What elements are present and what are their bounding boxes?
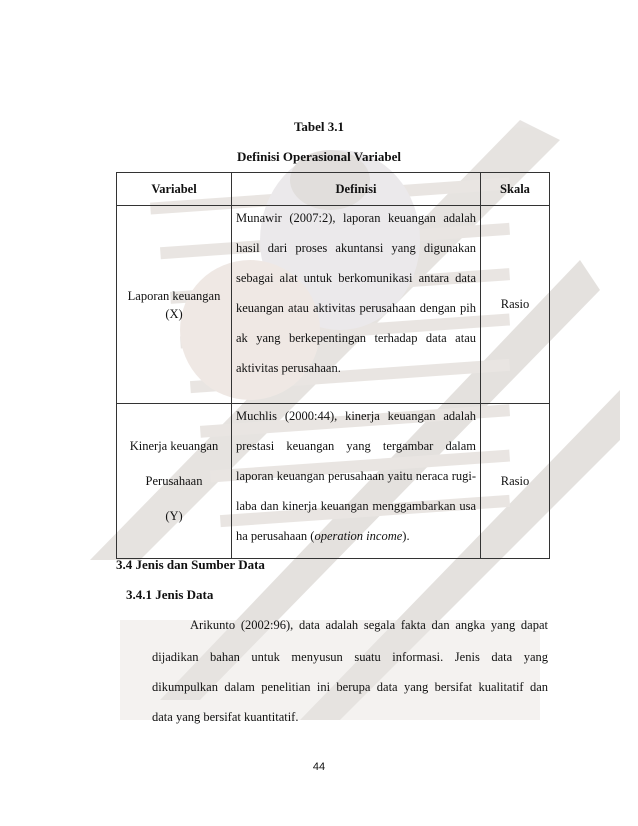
section-heading: 3.4 Jenis dan Sumber Data: [116, 557, 265, 572]
scale-cell: Rasio: [481, 404, 550, 559]
variable-symbol: (Y): [165, 508, 183, 523]
definition-line: hasil dari proses akuntansi yang digunakan: [236, 241, 476, 255]
definition-line: prestasi keuangan yang tergambar dalam: [236, 439, 476, 453]
variable-name-cont: Perusahaan: [145, 473, 203, 488]
table-row: [117, 206, 550, 404]
header-definisi: Definisi: [232, 173, 481, 206]
operational-variable-table: [116, 172, 550, 559]
definition-line: ak yang berkepentingan terhadap data atau: [236, 331, 476, 345]
table-row: [117, 404, 550, 559]
definition-line: aktivitas perusahaan.: [236, 361, 341, 375]
table-title: Tabel 3.1: [293, 119, 345, 134]
paragraph-line: Arikunto (2002:96), data adalah segala fakta dan angka yang dapat: [190, 618, 548, 632]
paragraph-line: dijadikan bahan untuk menyusun suatu informasi. Jenis data yang: [152, 650, 548, 664]
paragraph-line: dikumpulkan dalam penelitian ini berupa data yang bersifat kualitatif dan: [152, 680, 548, 694]
variable-name: Laporan keuangan: [127, 288, 221, 303]
variable-cell: [117, 404, 232, 559]
definition-line: [236, 528, 476, 558]
definition-line: Muchlis (2000:44), kinerja keuangan adalah: [236, 409, 476, 423]
definition-cell: [232, 206, 481, 404]
definition-line: sebagai alat untuk berkomunikasi antara data: [236, 271, 476, 285]
definition-text: ).: [402, 529, 410, 543]
variable-symbol: (X): [165, 306, 183, 321]
header-skala: Skala: [481, 173, 550, 206]
definition-line: Munawir (2007:2), laporan keuangan adalah: [236, 211, 476, 225]
definition-line: keuangan atau aktivitas perusahaan dengan pih: [236, 301, 476, 315]
variable-name: Kinerja keuangan: [129, 438, 219, 453]
table-header-row: [117, 173, 550, 206]
definition-cell: [232, 404, 481, 559]
page-number: 44: [312, 761, 326, 773]
definition-line: laba dan kinerja keuangan menggambarkan usa: [236, 499, 476, 513]
table-subtitle: Definisi Operasional Variabel: [237, 149, 401, 164]
variable-cell: [117, 206, 232, 404]
definition-line: laporan keuangan perusahaan yaitu neraca rugi-: [236, 469, 476, 483]
header-variabel: Variabel: [117, 173, 232, 206]
paragraph-line: data yang bersifat kuantitatif.: [152, 710, 299, 724]
subsection-heading: 3.4.1 Jenis Data: [126, 587, 214, 602]
definition-italic-term: operation income: [314, 529, 403, 543]
scale-cell: Rasio: [481, 206, 550, 404]
definition-text: ha perusahaan (: [236, 529, 315, 543]
